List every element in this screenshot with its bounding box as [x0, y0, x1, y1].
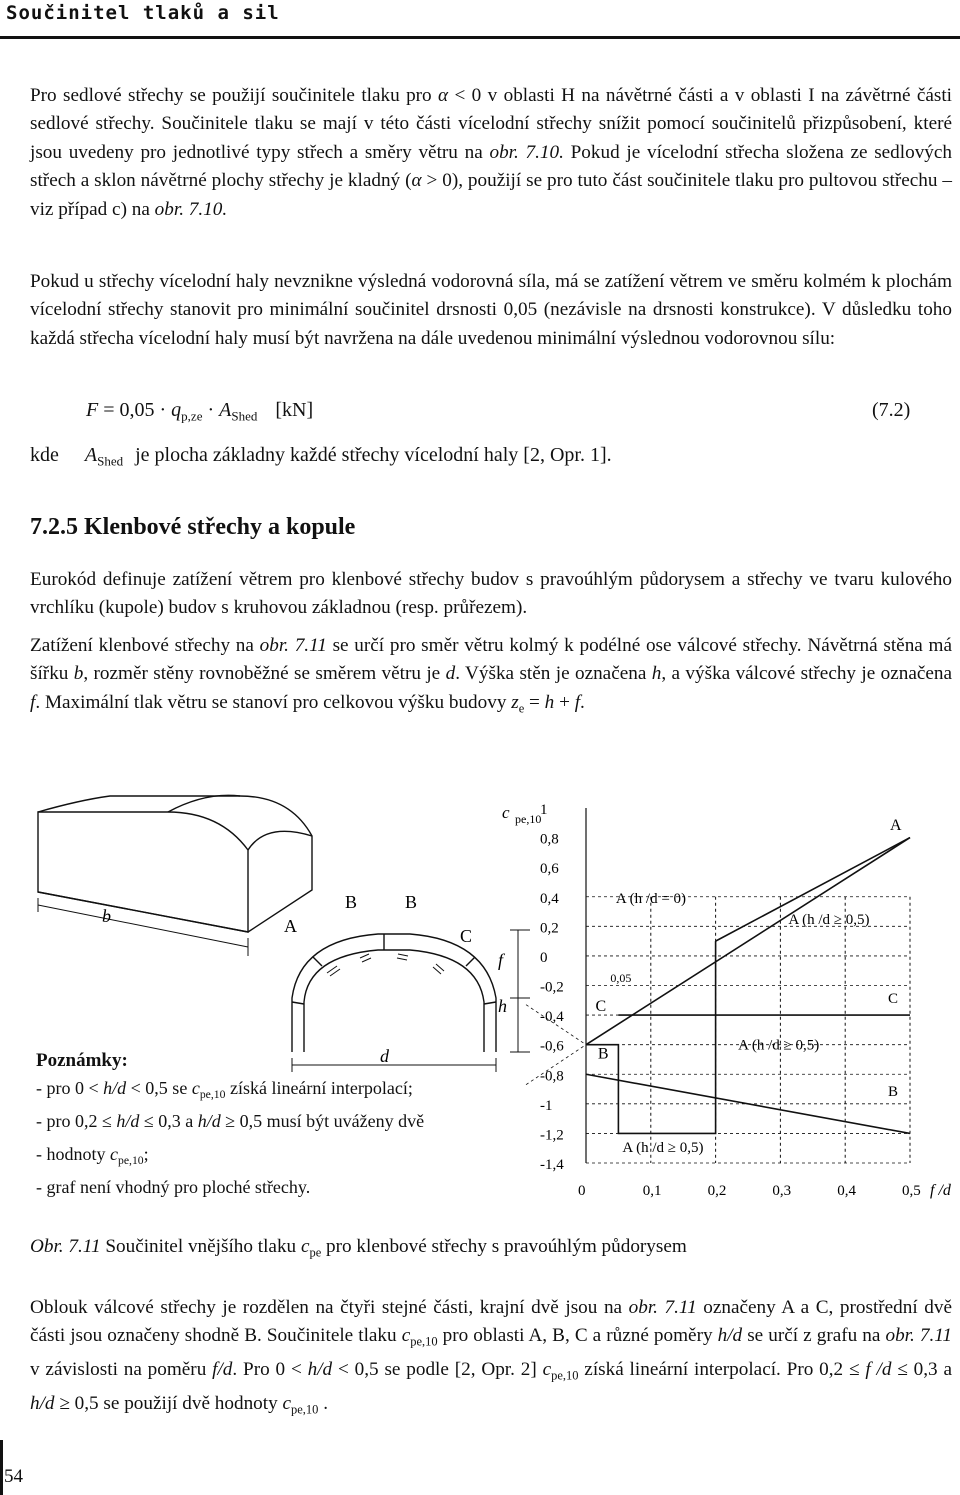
series-line: [586, 838, 910, 1045]
label-b: b: [102, 906, 111, 926]
building-3d-sketch: [38, 795, 312, 932]
y-tick-label: 0: [540, 949, 548, 966]
y-tick-label: 0,4: [540, 890, 559, 907]
label-B2: B: [405, 892, 418, 912]
section-heading: 7.2.5 Klenbové střechy a kopule: [30, 514, 356, 540]
figure-caption: Obr. 7.11 Součinitel vnějšího tlaku $c_{pe}$ pro klenbové střechy s pravoúhlým půdorysem: [30, 1236, 687, 1260]
x-tick-label: 0,5: [902, 1183, 921, 1199]
label-h: h: [498, 996, 507, 1016]
x-tick-label: 0: [578, 1183, 586, 1199]
note-item: - hodnoty $c_{pe,10}$;: [36, 1144, 149, 1168]
y-tick-label: 0,6: [540, 861, 559, 878]
y-tick-label: -0,8: [540, 1068, 564, 1085]
equation-where: kde $A_{Shed}$ je plocha základny každé střechy vícelodní haly [2, Opr. 1].: [30, 444, 612, 469]
page-number: 54: [4, 1466, 23, 1487]
y-tick-label: -1: [540, 1097, 553, 1114]
arch-section: [292, 934, 496, 1052]
note-item: - graf není vhodný pro ploché střechy.: [36, 1177, 311, 1197]
y-axis-label: c: [502, 803, 510, 822]
header-rule: [0, 36, 960, 39]
vaulted-roof-figure: [0, 790, 560, 1080]
arch-hatch: [327, 954, 444, 976]
note-item: - pro 0 < h/d < 0,5 se $c_{pe,10}$ získá lineární interpolací;: [36, 1078, 413, 1102]
series-label: C: [888, 991, 899, 1008]
notes-title: Poznámky:: [36, 1050, 128, 1071]
paragraph-vaulted-roof: Zatížení klenbové střechy na obr. 7.11 se určí pro směr větru kolmý k podélné ose válcové střechy. Návětrná stěna má šířku b, rozměr stěny rovnoběžné se směrem větru je d. Výška stěn je označena h, a výška válcové střechy je označena f. Maximální tlak větru se stanoví pro celkovou výšku budovy $z_e = h + f$.: [30, 635, 953, 716]
region-label-C: C: [595, 998, 607, 1016]
series-label: A (h /d ≥ 0,5): [738, 1037, 820, 1054]
equation-7-2: $F = 0,05 \cdot q_{p,ze} \cdot A_{Shed}$ [kN]: [86, 399, 314, 424]
cpe-chart: [490, 790, 960, 1210]
chart-grid: [526, 808, 910, 1163]
x-tick-label: 0,4: [837, 1183, 856, 1199]
label-C: C: [460, 926, 473, 946]
label-d: d: [380, 1046, 389, 1066]
y-tick-label: -1,2: [540, 1127, 564, 1144]
x-axis-label: f /d: [930, 1182, 951, 1199]
annotation-005: 0,05: [610, 970, 632, 985]
y-tick-label: 0,8: [540, 831, 559, 848]
y-tick-label: -1,4: [540, 1157, 564, 1173]
paragraph-arch-regions: Oblouk válcové střechy je rozdělen na čtyři stejné části, krajní dvě jsou na obr. 7.11 označeny A a C, prostřední dvě části jsou označeny shodně B. Součinitele tlaku $c_{pe,10}$ pro oblasti A, B, C a různé poměry h/d se určí z grafu na obr. 7.11 v závislosti na poměru f/d. Pro 0 < h/d < 0,5 se podle [2, Opr. 2] $c_{pe,10}$ získá lineární interpolací. Pro 0,2 ≤ f /d ≤ 0,3 a h/d ≥ 0,5 se použijí dvě hodnoty $c_{pe,10}$ .: [30, 1297, 953, 1417]
series-label: A (h /d ≥ 0,5): [622, 1140, 704, 1157]
paragraph-multispan-force: Pokud u střechy vícelodní haly nevznikne výsledná vodorovná síla, má se zatížení větrem ve směru kolmém k plochám vícelodní střechy stanovit pro minimální součinitel drsnosti 0,05 (nezávisle na drsnosti konstrukce). V důsledku toho každá střecha vícelodní haly musí být navržena na dále uvedenou minimální výslednou vodorovnou sílu:: [30, 271, 952, 349]
y-tick-label: -0,6: [540, 1038, 564, 1055]
note-item: - pro 0,2 ≤ h/d ≤ 0,3 a h/d ≥ 0,5 musí být uváženy dvě: [36, 1111, 425, 1131]
region-label-A: A: [890, 817, 902, 835]
series-label: A (h /d ≥ 0,5): [788, 911, 870, 928]
x-tick-label: 0,1: [642, 1183, 662, 1199]
paragraph-pitched-roofs: Pro sedlové střechy se použijí součinitele tlaku pro α < 0 v oblasti H na návětrné části a v oblasti I na závětrné části sedlové střechy. Součinitele tlaku se mají v této části vícelodní střechy snížit pomocí součinitelů přizpůsobení, které jsou uvedeny pro jednotlivé typy střech a směry větru na obr. 7.10. Pokud je vícelodní střecha složena ze sedlových střech a sklon návětrné plochy střechy je kladný (α > 0), použijí se pro tuto část součinitele tlaku pro pultovou střechu – viz případ c) na obr. 7.10.: [30, 85, 953, 220]
equation-number: (7.2): [872, 399, 911, 421]
y-tick-label: -0,4: [540, 1009, 564, 1026]
y-tick-label: -0,2: [540, 979, 564, 996]
margin-rule: [0, 1440, 3, 1495]
series-label: A (h /d = 0): [615, 890, 687, 907]
y-tick-label: 0,2: [540, 920, 559, 937]
x-tick-label: 0,3: [772, 1183, 792, 1199]
region-label-B: B: [597, 1045, 609, 1063]
paragraph-eurocode: Eurokód definuje zatížení větrem pro klenbové střechy budov s pravoúhlým půdorysem a střechy ve tvaru kulového vrchlíku (kupole) budov s kruhovou základnou (resp. průřezem).: [30, 569, 952, 619]
label-f: f: [498, 950, 504, 970]
figure-notes: [36, 1050, 424, 1210]
header-title: Součinitel tlaků a sil: [6, 2, 280, 24]
y-tick-label: 1: [540, 802, 548, 818]
label-A: A: [284, 916, 297, 936]
label-B1: B: [345, 892, 358, 912]
x-tick-label: 0,2: [707, 1183, 727, 1199]
series-label: B: [888, 1083, 899, 1100]
running-header: [0, 0, 960, 44]
y-axis-label-sub: pe,10: [515, 812, 542, 826]
chart-labels: [502, 803, 952, 1199]
